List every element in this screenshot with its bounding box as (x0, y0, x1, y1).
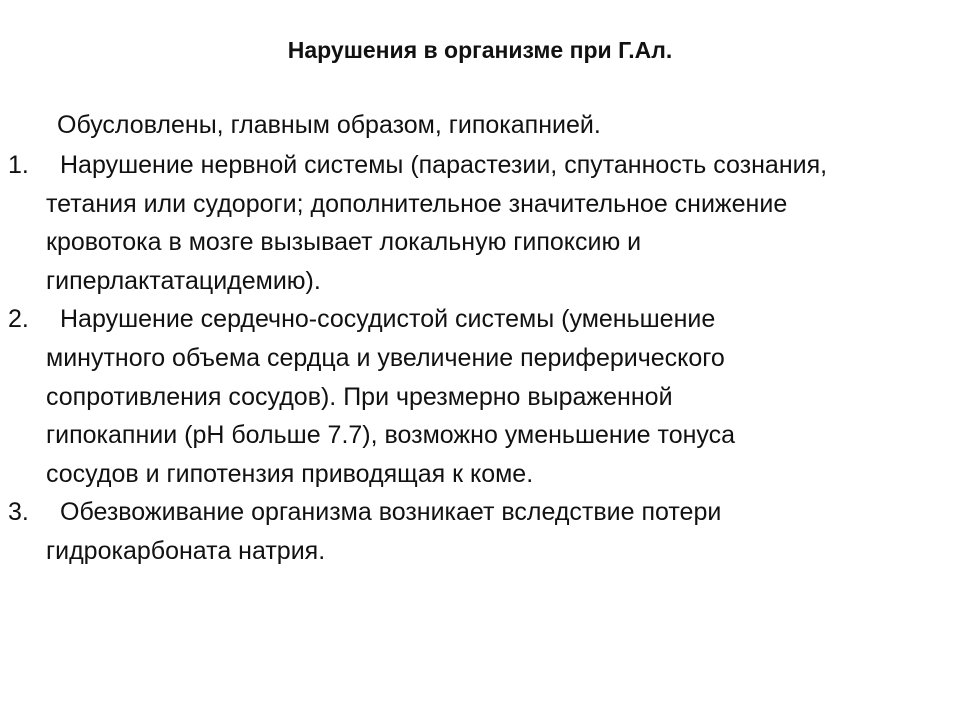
text-line: кровотока в мозге вызывает локальную гипоксию и (46, 228, 642, 257)
text-line: сосудов и гипотензия приводящая к коме. (46, 459, 534, 488)
text-line: гидрокарбоната натрия. (46, 536, 326, 565)
list-item-text (0, 493, 946, 570)
text-line: Обезвоживание организма возникает вследствие потери (60, 498, 722, 527)
slide-title: Нарушения в организме при Г.Ал. (287, 37, 673, 63)
list-item-2 (0, 300, 960, 493)
list-item-3 (0, 493, 960, 570)
list-item-text (0, 300, 946, 493)
numbered-list (0, 146, 960, 571)
list-item-text (0, 146, 946, 300)
text-line: сопротивления сосудов). При чрезмерно выраженной (46, 382, 673, 411)
text-line: Нарушение сердечно-сосудистой системы (уменьшение (60, 305, 716, 334)
text-line: минутного объема сердца и увеличение периферического (46, 343, 725, 372)
text-line: гиперлактатацидемию). (46, 266, 321, 295)
list-item-number: 1. (8, 151, 29, 179)
text-line: гипокапнии (рН больше 7.7), возможно уменьшение тонуса (46, 421, 736, 450)
list-item-number: 3. (8, 498, 29, 527)
list-item-number: 2. (8, 305, 29, 334)
list-item-1 (0, 146, 960, 300)
text-line: Нарушение нервной системы (парастезии, спутанность сознания, (60, 151, 828, 179)
intro-text: Обусловлены, главным образом, гипокапнией. (57, 111, 601, 139)
text-line: тетания или судороги; дополнительное значительное снижение (46, 189, 788, 218)
